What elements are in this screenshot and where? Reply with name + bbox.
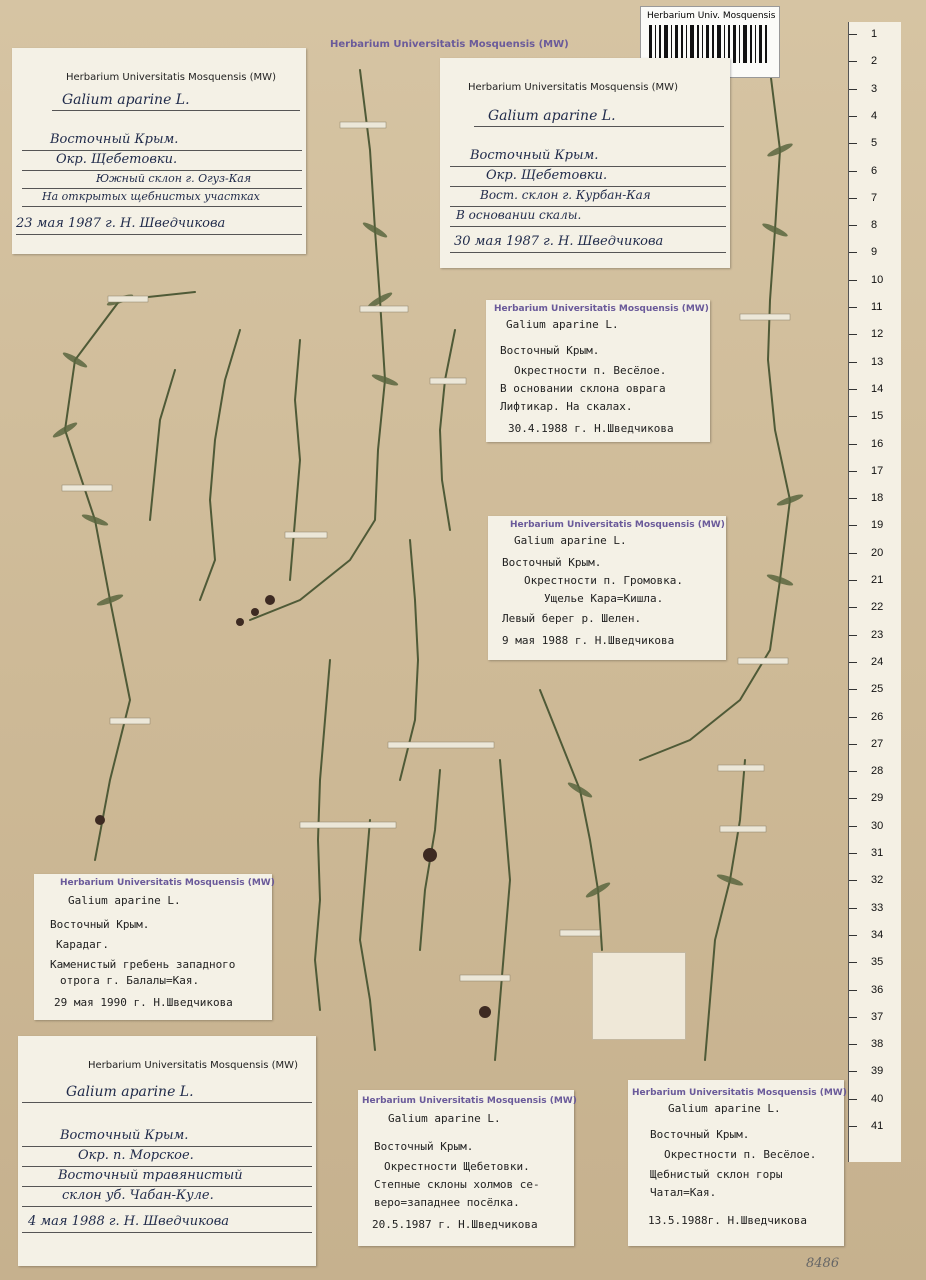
ruler-tick (849, 717, 857, 718)
ruler-number: 21 (871, 574, 884, 586)
label-line: Ущелье Кара=Кишла. (544, 592, 664, 605)
collection-date-collector: 30 мая 1987 г. Н. Шведчикова (454, 234, 664, 249)
ruler-tick (849, 744, 857, 745)
label-line: Восточный Крым. (50, 132, 179, 147)
collection-date-collector: 4 мая 1988 г. Н. Шведчикова (28, 1214, 230, 1229)
ruler-tick (849, 607, 857, 608)
ruler-tick (849, 471, 857, 472)
label-line: Каменистый гребень западного (50, 958, 236, 971)
ruler-number: 38 (871, 1038, 884, 1051)
ruler-number: 14 (871, 382, 884, 395)
ruler-tick (849, 798, 857, 799)
ruler-number: 24 (871, 655, 884, 668)
ruler-number: 20 (871, 546, 884, 559)
sheet-stamp: Herbarium Universitatis Mosquensis (MW) (330, 39, 569, 50)
label-line: отрога г. Балалы=Кая. (60, 974, 200, 987)
ruler-number: 1 (871, 28, 878, 40)
ruler-number: 34 (871, 928, 884, 941)
collection-date-collector: 29 мая 1990 г. Н.Шведчикова (54, 996, 233, 1009)
ruler-tick (849, 962, 857, 963)
label-line: Лифтикар. На скалах. (500, 400, 633, 413)
label-line: веро=западнее посёлка. (374, 1196, 520, 1209)
ruler-tick (849, 498, 857, 499)
collection-date-collector: 13.5.1988г. Н.Шведчикова (648, 1214, 807, 1227)
ruler-number: 12 (871, 328, 884, 341)
label-line: Восточный травянистый (58, 1168, 243, 1183)
ruler-tick (849, 416, 857, 417)
ruler-tick (849, 853, 857, 854)
specimen-label-1 (12, 48, 306, 254)
ruler-tick (849, 1044, 857, 1045)
ruler-number: 30 (871, 819, 884, 832)
collection-date-collector: 30.4.1988 г. Н.Шведчикова (508, 422, 674, 435)
ruler-tick (849, 61, 857, 62)
label-header: Herbarium Universitatis Mosquensis (MW) (494, 304, 709, 314)
label-line: Левый берег р. Шелен. (502, 612, 642, 625)
ruler-number: 5 (871, 137, 878, 150)
label-line: Восточный Крым. (502, 556, 602, 569)
species-name: Galium aparine L. (66, 1084, 194, 1100)
ruler-number: 9 (871, 246, 878, 259)
species-name: Galium aparine L. (514, 534, 627, 547)
ruler-number: 6 (871, 164, 878, 177)
label-header: Herbarium Universitatis Mosquensis (MW) (510, 520, 725, 530)
barcode-header: Herbarium Univ. Mosquensis (647, 11, 776, 21)
ruler-number: 28 (871, 765, 884, 778)
ruler-number: 13 (871, 355, 884, 368)
ruler-number: 37 (871, 1010, 884, 1023)
label-line: Восточный Крым. (374, 1140, 474, 1153)
ruler-tick (849, 307, 857, 308)
label-line: Окрестности п. Громовка. (524, 574, 683, 587)
label-header: Herbarium Universitatis Mosquensis (MW) (468, 82, 678, 93)
label-line: Восточный Крым. (470, 148, 599, 163)
ruler-tick (849, 280, 857, 281)
ruler-number: 29 (871, 792, 884, 805)
collection-date-collector: 20.5.1987 г. Н.Шведчикова (372, 1218, 538, 1231)
seed-envelope (592, 952, 686, 1040)
label-header: Herbarium Universitatis Mosquensis (MW) (362, 1096, 577, 1106)
ruler-tick (849, 252, 857, 253)
species-name: Galium aparine L. (68, 894, 181, 907)
ruler-number: 25 (871, 683, 884, 696)
label-line: Восточный Крым. (50, 918, 150, 931)
label-line: Окрестности п. Весёлое. (514, 364, 667, 377)
ruler-tick (849, 389, 857, 390)
ruler-number: 41 (871, 1120, 884, 1132)
label-line: Окрестности п. Весёлое. (664, 1148, 817, 1161)
ruler-tick (849, 89, 857, 90)
ruler-number: 19 (871, 519, 884, 532)
label-header: Herbarium Universitatis Mosquensis (MW) (66, 72, 276, 83)
ruler-tick (849, 362, 857, 363)
ruler-number: 27 (871, 737, 884, 750)
ruler-tick (849, 880, 857, 881)
ruler-number: 40 (871, 1092, 884, 1105)
ruler-number: 32 (871, 874, 884, 887)
ruler-number: 16 (871, 437, 884, 450)
ruler-number: 15 (871, 410, 884, 423)
ruler-tick (849, 826, 857, 827)
ruler-tick (849, 553, 857, 554)
ruler-number: 22 (871, 601, 884, 614)
ruler-number: 18 (871, 492, 884, 505)
ruler-number: 33 (871, 901, 884, 914)
ruler-tick (849, 1099, 857, 1100)
ruler-number: 35 (871, 956, 884, 969)
label-line: Восточный Крым. (60, 1128, 189, 1143)
label-line: Чатал=Кая. (650, 1186, 717, 1199)
specimen-label-3 (486, 300, 710, 442)
label-line: В основании склона оврага (500, 382, 666, 395)
label-header: Herbarium Universitatis Mosquensis (MW) (88, 1060, 298, 1071)
ruler-tick (849, 771, 857, 772)
collection-date-collector: 9 мая 1988 г. Н.Шведчикова (502, 634, 675, 647)
label-line: В основании скалы. (456, 208, 582, 222)
label-line: Вост. склон г. Курбан-Кая (480, 188, 651, 202)
ruler-number: 8 (871, 219, 878, 232)
specimen-label-7 (358, 1090, 577, 1246)
label-line: Окр. Щебетовки. (56, 152, 178, 167)
ruler-number: 7 (871, 191, 878, 204)
label-line: Восточный Крым. (500, 344, 600, 357)
scale-ruler (848, 22, 901, 1162)
ruler-number: 36 (871, 983, 884, 996)
label-line: Щебнистый склон горы (650, 1168, 783, 1181)
ruler-tick (849, 1126, 857, 1127)
species-name: Galium aparine L. (388, 1112, 501, 1125)
ruler-tick (849, 580, 857, 581)
specimen-label-2 (440, 58, 730, 268)
ruler-tick (849, 525, 857, 526)
ruler-tick (849, 171, 857, 172)
ruler-tick (849, 935, 857, 936)
ruler-tick (849, 143, 857, 144)
ruler-number: 2 (871, 55, 878, 68)
species-name: Galium aparine L. (62, 92, 190, 108)
ruler-number: 26 (871, 710, 884, 723)
ruler-number: 31 (871, 847, 884, 859)
label-line: склон уб. Чабан-Куле. (62, 1188, 214, 1203)
label-line: На открытых щебнистых участках (42, 190, 260, 203)
ruler-number: 23 (871, 628, 884, 641)
ruler-number: 3 (871, 82, 878, 95)
ruler-tick (849, 225, 857, 226)
ruler-tick (849, 198, 857, 199)
ruler-number: 10 (871, 273, 884, 286)
ruler-number: 39 (871, 1065, 884, 1078)
ruler-tick (849, 662, 857, 663)
label-header: Herbarium Universitatis Mosquensis (MW) (632, 1088, 847, 1098)
ruler-tick (849, 34, 857, 35)
label-line: Степные склоны холмов се- (374, 1178, 540, 1191)
ruler-tick (849, 1017, 857, 1018)
accession-number: 8486 (806, 1256, 840, 1271)
specimen-label-4 (488, 516, 726, 660)
ruler-tick (849, 908, 857, 909)
collection-date-collector: 23 мая 1987 г. Н. Шведчикова (16, 216, 226, 231)
ruler-tick (849, 444, 857, 445)
label-header: Herbarium Universitatis Mosquensis (MW) (60, 878, 275, 888)
ruler-tick (849, 689, 857, 690)
species-name: Galium aparine L. (668, 1102, 781, 1115)
label-line: Восточный Крым. (650, 1128, 750, 1141)
label-line: Карадаг. (56, 938, 109, 951)
specimen-label-5 (34, 874, 275, 1020)
ruler-number: 4 (871, 109, 878, 122)
label-line: Окр. п. Морское. (78, 1148, 194, 1163)
ruler-number: 11 (871, 301, 883, 313)
specimen-label-6 (18, 1036, 316, 1266)
ruler-tick (849, 334, 857, 335)
ruler-tick (849, 1071, 857, 1072)
label-line: Южный склон г. Огуз-Кая (96, 172, 252, 185)
ruler-tick (849, 990, 857, 991)
specimen-label-8 (628, 1080, 847, 1246)
label-line: Окр. Щебетовки. (486, 168, 608, 183)
species-name: Galium aparine L. (506, 318, 619, 331)
ruler-number: 17 (871, 464, 884, 477)
ruler-tick (849, 116, 857, 117)
label-line: Окрестности Щебетовки. (384, 1160, 530, 1173)
ruler-tick (849, 635, 857, 636)
species-name: Galium aparine L. (488, 108, 616, 124)
